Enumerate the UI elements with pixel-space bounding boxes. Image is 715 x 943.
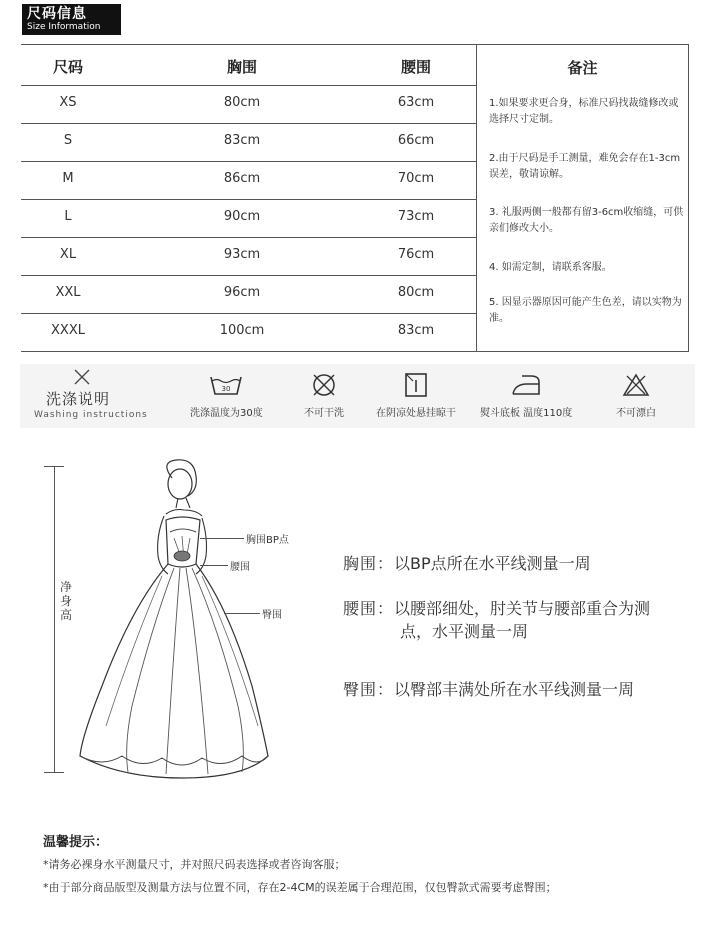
wash-item — [190, 372, 263, 419]
header-waist: 腰围 — [400, 58, 431, 76]
cell-waist: 63cm — [397, 95, 435, 110]
bp-label: 胸围BP点 — [246, 535, 289, 546]
header-size: 尺码 — [52, 58, 83, 76]
cell-size: XL — [59, 247, 77, 262]
hip-key: 臀围： — [343, 680, 395, 699]
bust-description — [343, 552, 591, 576]
cell-bust: 83cm — [223, 133, 261, 148]
cell-waist: 70cm — [397, 171, 435, 186]
note-item: 5. 因显示器原因可能产生色差，请以实物为准。 — [489, 297, 682, 324]
cell-waist: 83cm — [397, 323, 435, 338]
note-item: 1.如果要求更合身，标准尺码找裁缝修改或选择尺寸定制。 — [489, 98, 679, 125]
cell-size: XS — [59, 95, 77, 110]
cell-size: XXXL — [51, 323, 85, 338]
section-subtitle: Size Information — [27, 22, 101, 32]
cell-bust: 100cm — [219, 323, 265, 338]
cell-waist: 80cm — [397, 285, 435, 300]
washing-instructions — [20, 364, 695, 428]
section-title: 尺码信息 — [27, 6, 87, 22]
bust-text: 以BP点所在水平线测量一周 — [394, 554, 591, 573]
table-divider — [476, 45, 477, 351]
wash-item — [376, 372, 456, 419]
wash-item — [480, 372, 572, 419]
table-header — [21, 45, 476, 86]
no-bleach-icon — [621, 372, 651, 398]
size-table — [21, 44, 689, 352]
section-badge — [22, 4, 121, 35]
tip-item: *由于部分商品版型及测量方法与位置不同，存在2-4CM的误差属于合理范围，仅包臀款式需要考虑臀围； — [43, 881, 557, 894]
tips-title: 温馨提示： — [43, 835, 109, 850]
notes-title: 备注 — [567, 59, 598, 77]
iron-icon — [509, 372, 543, 398]
hip-description — [343, 678, 634, 702]
cross-icon — [72, 367, 92, 387]
hip-text: 以臀部丰满处所在水平线测量一周 — [394, 680, 635, 699]
no-dry-clean-icon — [309, 372, 339, 398]
waist-label: 腰围 — [230, 562, 250, 573]
cell-waist: 76cm — [397, 247, 435, 262]
table-row — [21, 199, 476, 238]
table-row — [21, 313, 476, 351]
header-bust: 胸围 — [226, 58, 257, 76]
note-item: 2.由于尺码是手工测量，难免会存在1-3cm误差，敬请谅解。 — [489, 153, 681, 180]
hang-dry-shade-icon — [401, 372, 431, 398]
height-cap-bottom — [44, 772, 64, 773]
wash-label: 不可漂白 — [616, 408, 656, 419]
height-label: 净身高 — [60, 580, 73, 622]
waist-description-cont: 点，水平测量一周 — [400, 622, 529, 641]
washing-subtitle: Washing instructions — [34, 410, 148, 420]
wash-item — [304, 372, 344, 419]
note-item: 3. 礼服两侧一般都有留3-6cm收缩缝，可供亲们修改大小。 — [489, 207, 684, 234]
wash-30-icon — [208, 372, 244, 398]
note-item: 4. 如需定制，请联系客服。 — [489, 262, 612, 273]
table-row — [21, 85, 476, 124]
cell-waist: 66cm — [397, 133, 435, 148]
hip-pointer-line — [224, 613, 260, 614]
cell-waist: 73cm — [397, 209, 435, 224]
cell-bust: 96cm — [223, 285, 261, 300]
cell-size: L — [64, 209, 72, 224]
height-cap-top — [44, 466, 64, 467]
hip-label: 臀围 — [262, 610, 282, 621]
bust-key: 胸围： — [343, 554, 395, 573]
table-row — [21, 161, 476, 200]
table-row — [21, 275, 476, 314]
wash-label: 洗涤温度为30度 — [190, 408, 263, 419]
wash-label: 不可干洗 — [304, 408, 344, 419]
cell-bust: 90cm — [223, 209, 261, 224]
table-row — [21, 237, 476, 276]
height-line — [54, 466, 55, 773]
waist-pointer-line — [200, 565, 228, 566]
washing-title: 洗涤说明 — [46, 390, 111, 408]
cell-size: S — [63, 133, 73, 148]
wash-item — [616, 372, 656, 419]
wash-label: 在阴凉处悬挂晾干 — [376, 408, 456, 419]
waist-key: 腰围： — [343, 599, 395, 618]
cell-bust: 86cm — [223, 171, 261, 186]
cell-size: XXL — [55, 285, 81, 300]
wash-temp: 30 — [221, 385, 231, 393]
tip-item: *请务必裸身水平测量尺寸，并对照尺码表选择或者咨询客服； — [43, 858, 346, 871]
waist-text: 以腰部细处，肘关节与腰部重合为测 — [394, 599, 651, 618]
cell-bust: 93cm — [223, 247, 261, 262]
dress-figure-illustration — [62, 456, 282, 786]
wash-label: 熨斗底板 温度110度 — [480, 408, 573, 419]
waist-description — [343, 597, 650, 621]
table-row — [21, 123, 476, 162]
cell-bust: 80cm — [223, 95, 261, 110]
bp-pointer-line — [200, 538, 244, 539]
cell-size: M — [62, 171, 74, 186]
